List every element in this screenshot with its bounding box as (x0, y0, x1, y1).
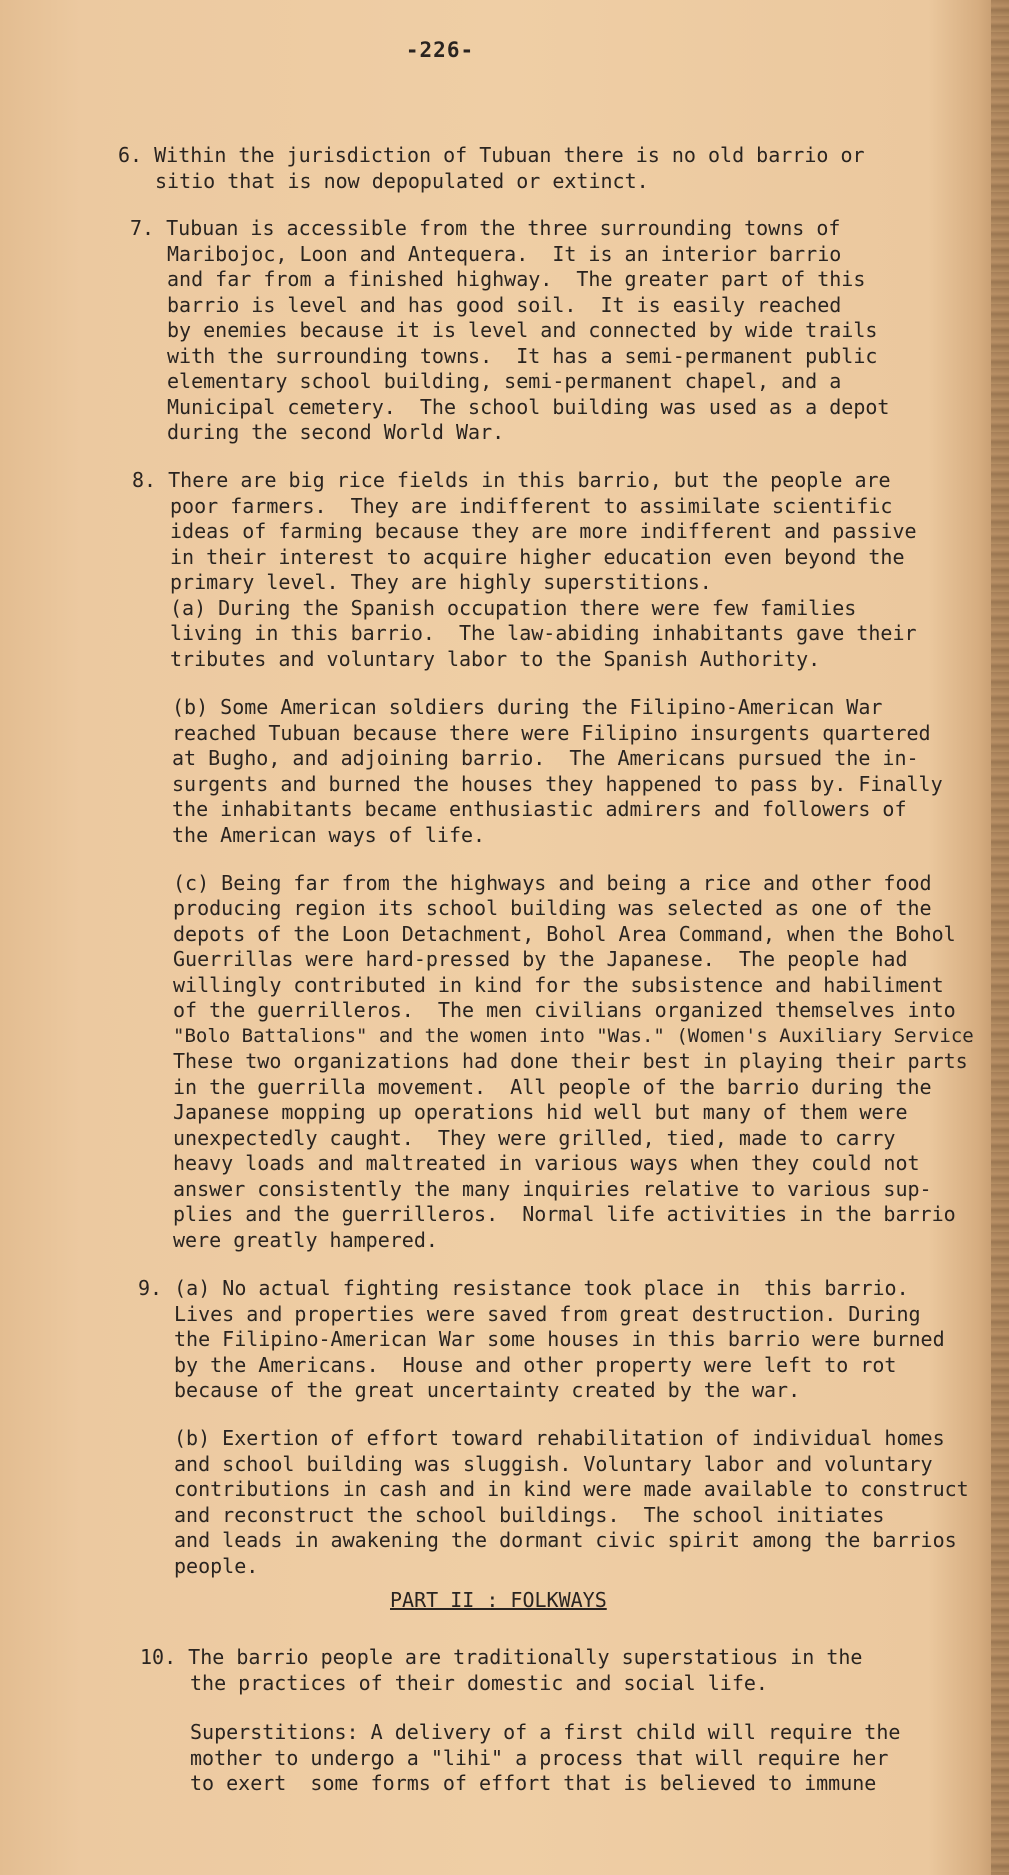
text-line: and reconstruct the school buildings. The school initiates (174, 1503, 885, 1527)
text-line: Superstitions: A delivery of a first child will require the (190, 1720, 901, 1744)
text-line: to exert some forms of effort that is believed to immune (190, 1771, 877, 1795)
text-line: 8. There are big rice fields in this barrio, but the people are (132, 468, 891, 492)
text-line: 9. (a) No actual fighting resistance took place in this barrio. (138, 1276, 909, 1300)
text-line: unexpectedly caught. They were grilled, tied, made to carry (173, 1126, 896, 1150)
text-line: (b) Some American soldiers during the Filipino-American War (172, 695, 883, 719)
text-line: people. (174, 1554, 259, 1578)
text-line: contributions in cash and in kind were made available to construct (174, 1477, 969, 1501)
text-line: 10. The barrio people are traditionally superstatious in the (140, 1645, 863, 1669)
text-line: sitio that is now depopulated or extinct. (155, 169, 649, 193)
text-line: by the Americans. House and other property were left to rot (174, 1353, 897, 1377)
text-line: Japanese mopping up operations hid well but many of them were (173, 1100, 908, 1124)
text-line: (b) Exertion of effort toward rehabilitation of individual homes (174, 1426, 945, 1450)
text-line: poor farmers. They are indifferent to assimilate scientific (170, 494, 893, 518)
text-line: Guerrillas were hard-pressed by the Japanese. The people had (173, 947, 908, 971)
text-line: willingly contributed in kind for the subsistence and habiliment (173, 973, 944, 997)
text-line: Maribojoc, Loon and Antequera. It is an interior barrio (167, 242, 842, 266)
text-line: answer consistently the many inquiries relative to various sup- (173, 1177, 932, 1201)
text-line: heavy loads and maltreated in various ways when they could not (173, 1151, 920, 1175)
text-line: the practices of their domestic and social life. (190, 1671, 768, 1695)
text-line: surgents and burned the houses they happened to pass by. Finally (172, 772, 943, 796)
text-line: "Bolo Battalions" and the women into "Was." (Women's Auxiliary Service (173, 1025, 974, 1047)
text-line: elementary school building, semi-permanent chapel, and a (167, 369, 842, 393)
text-line: and far from a finished highway. The greater part of this (167, 267, 866, 291)
text-line: depots of the Loon Detachment, Bohol Area Command, when the Bohol (173, 922, 956, 946)
text-line: were greatly hampered. (173, 1228, 438, 1252)
text-line: ideas of farming because they are more indifferent and passive (170, 519, 917, 543)
text-line: primary level. They are highly superstitions. (170, 570, 712, 594)
text-line: living in this barrio. The law-abiding inhabitants gave their (170, 621, 917, 645)
text-line: of the guerrilleros. The men civilians organized themselves into (173, 998, 956, 1022)
text-line: 7. Tubuan is accessible from the three surrounding towns of (130, 216, 841, 240)
text-line: 6. Within the jurisdiction of Tubuan there is no old barrio or (118, 143, 865, 167)
text-line: by enemies because it is level and connected by wide trails (167, 318, 878, 342)
text-line: plies and the guerrilleros. Normal life activities in the barrio (173, 1202, 956, 1226)
text-line: (a) During the Spanish occupation there were few families (170, 596, 857, 620)
text-line: mother to undergo a "lihi" a process that will require her (190, 1746, 889, 1770)
text-line: and school building was sluggish. Voluntary labor and voluntary (174, 1452, 933, 1476)
text-line: tributes and voluntary labor to the Spanish Authority. (170, 647, 821, 671)
text-line: Lives and properties were saved from great destruction. During (174, 1302, 921, 1326)
text-line: the inhabitants became enthusiastic admirers and followers of (172, 797, 907, 821)
text-line: Municipal cemetery. The school building was used as a depot (167, 395, 890, 419)
text-line: barrio is level and has good soil. It is easily reached (167, 293, 842, 317)
text-line: the Filipino-American War some houses in this barrio were burned (174, 1327, 945, 1351)
text-line: reached Tubuan because there were Filipino insurgents quartered (172, 721, 931, 745)
text-line: and leads in awakening the dormant civic spirit among the barrios (174, 1528, 957, 1552)
part-heading: PART II : FOLKWAYS (390, 1588, 607, 1612)
text-line: producing region its school building was selected as one of the (173, 896, 932, 920)
page-number: -226- (405, 38, 475, 62)
text-line: because of the great uncertainty created by the war. (174, 1378, 801, 1402)
text-line: in their interest to acquire higher education even beyond the (170, 545, 905, 569)
text-line: (c) Being far from the highways and being a rice and other food (173, 871, 932, 895)
text-line: the American ways of life. (172, 823, 486, 847)
text-line: during the second World War. (167, 420, 505, 444)
text-line: with the surrounding towns. It has a semi-permanent public (167, 344, 878, 368)
text-line: at Bugho, and adjoining barrio. The Americans pursued the in- (172, 746, 919, 770)
text-line: in the guerrilla movement. All people of the barrio during the (173, 1075, 932, 1099)
text-line: These two organizations had done their best in playing their parts (173, 1049, 968, 1073)
binding-edge (991, 0, 1009, 1875)
